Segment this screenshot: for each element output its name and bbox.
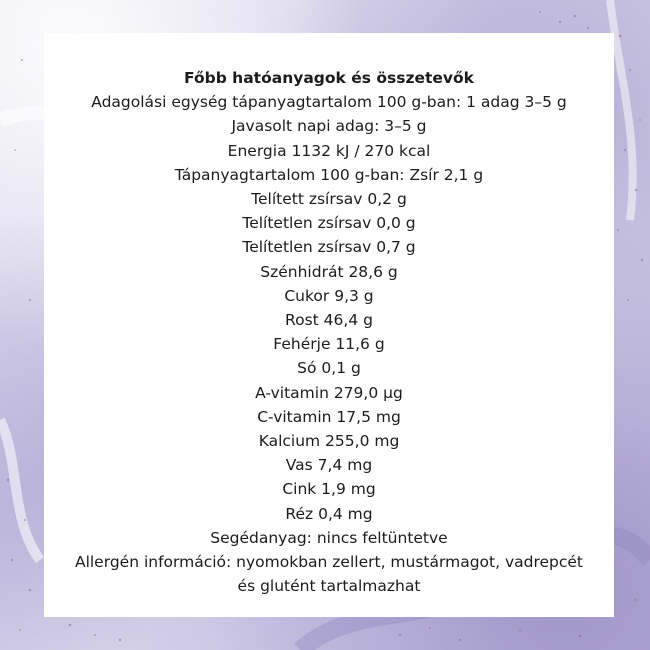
text-line: Cukor 9,3 g bbox=[284, 286, 374, 305]
text-line: Kalcium 255,0 mg bbox=[258, 432, 400, 451]
text-line: Telítetlen zsírsav 0,0 g bbox=[242, 214, 416, 233]
text-line: Vas 7,4 mg bbox=[285, 456, 373, 475]
page-title: Főbb hatóanyagok és összetevők bbox=[183, 69, 474, 87]
text-line: Telítetlen zsírsav 0,7 g bbox=[242, 238, 416, 257]
text-line: Fehérje 11,6 g bbox=[273, 335, 385, 354]
text-line: Allergén információ: nyomokban zellert, mustármagot, vadrepcét bbox=[74, 553, 584, 572]
text-line: Só 0,1 g bbox=[297, 359, 361, 378]
text-line: Rost 46,4 g bbox=[285, 311, 373, 330]
text-line: és glutént tartalmazhat bbox=[237, 577, 421, 596]
text-line: A-vitamin 279,0 µg bbox=[255, 383, 403, 402]
text-line: Réz 0,4 mg bbox=[285, 504, 373, 523]
ingredient-list bbox=[44, 66, 614, 598]
info-card bbox=[44, 33, 614, 617]
text-line: Cink 1,9 mg bbox=[282, 480, 376, 499]
text-line: Javasolt napi adag: 3–5 g bbox=[231, 117, 427, 136]
text-line: Segédanyag: nincs feltüntetve bbox=[210, 528, 448, 547]
text-line: Telített zsírsav 0,2 g bbox=[251, 190, 407, 209]
text-line: Adagolási egység tápanyagtartalom 100 g-ban: 1 adag 3–5 g bbox=[91, 93, 567, 112]
text-line: Energia 1132 kJ / 270 kcal bbox=[227, 141, 431, 160]
text-line: Tápanyagtartalom 100 g-ban: Zsír 2,1 g bbox=[174, 165, 484, 184]
text-line: Szénhidrát 28,6 g bbox=[260, 262, 398, 281]
text-line: C-vitamin 17,5 mg bbox=[257, 407, 401, 426]
